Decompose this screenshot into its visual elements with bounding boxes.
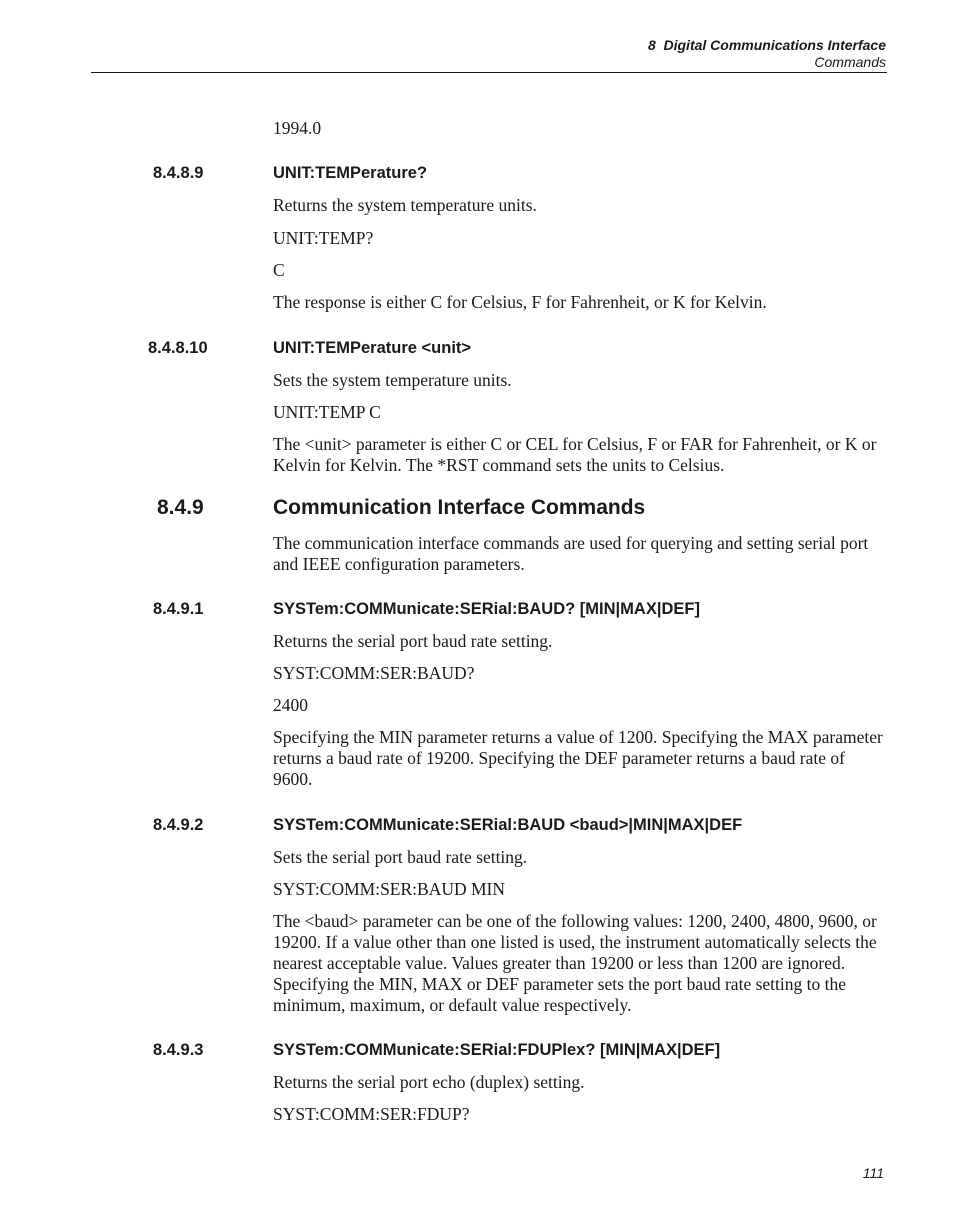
- paragraph: Sets the serial port baud rate setting.: [273, 847, 528, 867]
- paragraph: The response is either C for Celsius, F for Fahrenheit, or K for Kelvin.: [273, 292, 767, 312]
- paragraph: 1994.0: [273, 118, 322, 138]
- header-section-title: Commands: [814, 54, 886, 70]
- running-header: [648, 37, 886, 71]
- paragraph: Returns the serial port baud rate setting.: [273, 631, 553, 651]
- section-title: SYSTem:COMMunicate:SERial:BAUD? [MIN|MAX|DEF]: [273, 600, 700, 618]
- section-number: 8.4.9.2: [153, 816, 204, 834]
- command-example: UNIT:TEMP C: [273, 402, 381, 422]
- section-number: 8.4.8.9: [153, 164, 204, 182]
- paragraph: The <unit> parameter is either C or CEL for Celsius, F or FAR for Fahrenheit, or K or Kelvin for Kelvin. The *RST command sets the units to Celsius.: [273, 434, 877, 475]
- paragraph: The <baud> parameter can be one of the following values: 1200, 2400, 4800, 9600, or 19200. If a value other than one listed is used, the instrument automatically selects the nearest acceptable value. Values greater than 19200 or less than 1200 are ignored. Specifying the MIN, MAX or DEF parameter sets the port baud rate setting to the minimum, maximum, or default value respectively.: [273, 911, 877, 1015]
- command-example: UNIT:TEMP?: [273, 228, 374, 248]
- header-chapter-title: 8 Digital Communications Interface: [647, 37, 886, 53]
- section-title: UNIT:TEMPerature?: [273, 164, 428, 182]
- response-example: 2400: [273, 695, 308, 715]
- section-title: SYSTem:COMMunicate:SERial:FDUPlex? [MIN|MAX|DEF]: [273, 1041, 721, 1059]
- page-number: 111: [862, 1165, 884, 1181]
- section-number: 8.4.9.1: [153, 600, 204, 618]
- section-title: UNIT:TEMPerature <unit>: [273, 339, 472, 357]
- section-number: 8.4.9.3: [153, 1041, 204, 1059]
- header-divider: [91, 72, 887, 73]
- command-example: SYST:COMM:SER:FDUP?: [273, 1104, 470, 1124]
- section-number: 8.4.9: [157, 496, 204, 519]
- section-title: SYSTem:COMMunicate:SERial:BAUD <baud>|MIN|MAX|DEF: [273, 816, 743, 834]
- paragraph: Returns the serial port echo (duplex) setting.: [273, 1072, 585, 1092]
- paragraph: The communication interface commands are used for querying and setting serial port and IEEE configuration parameters.: [273, 533, 869, 574]
- paragraph: Specifying the MIN parameter returns a value of 1200. Specifying the MAX parameter returns a baud rate of 19200. Specifying the DEF parameter returns a baud rate of 9600.: [273, 727, 883, 789]
- paragraph: Sets the system temperature units.: [273, 370, 512, 390]
- response-example: C: [273, 260, 285, 280]
- command-example: SYST:COMM:SER:BAUD?: [273, 663, 475, 683]
- command-example: SYST:COMM:SER:BAUD MIN: [273, 879, 506, 899]
- section-number: 8.4.8.10: [148, 339, 208, 357]
- paragraph: Returns the system temperature units.: [273, 195, 537, 215]
- section-title: Communication Interface Commands: [273, 496, 646, 519]
